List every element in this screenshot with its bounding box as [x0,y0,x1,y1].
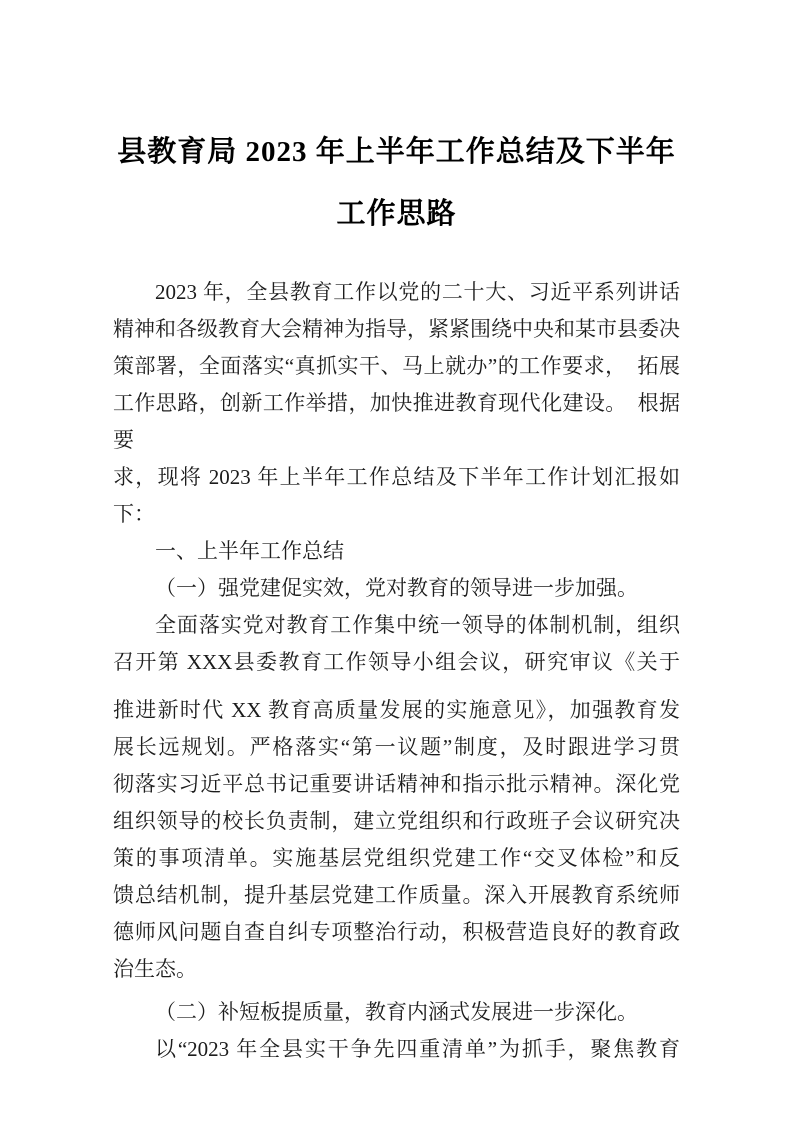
body-line: 全面落实党对教育工作集中统一领导的体制机制，组织 [155,613,680,637]
body-line: 2023 年，全县教育工作以党的二十大、习近平系列讲话 [155,280,680,304]
body-line: 展长远规划。严格落实“第一议题”制度，及时跟进学习贯 [113,735,680,759]
body-line: 治生态。 [113,957,197,981]
body-line: 以“2023 年全县实干争先四重清单”为抓手，聚焦教育 [155,1037,680,1061]
body-line: 工作思路，创新工作举措，加快推进教育现代化建设。 根据要 [113,391,680,452]
body-line: 彻落实习近平总书记重要讲话精神和指示批示精神。深化党 [113,772,680,796]
body-line: 策部署，全面落实“真抓实干、马上就办”的工作要求， 拓展 [113,354,680,378]
body-line: 馈总结机制，提升基层党建工作质量。深入开展教育系统师 [113,883,680,907]
body-line: 组织领导的校长负责制，建立党组织和行政班子会议研究决 [113,809,680,833]
body-line: 策的事项清单。实施基层党组织党建工作“交叉体检”和反 [113,846,680,870]
document-body [113,274,680,1068]
body-line: 德师风问题自查自纠专项整治行动，积极营造良好的教育政 [113,920,680,944]
body-line: 下： [113,502,155,526]
section-heading: 一、上半年工作总结 [155,539,344,563]
document-title [113,121,680,245]
body-line: 精神和各级教育大会精神为指导，紧紧围绕中央和某市县委决 [113,317,680,341]
document-title-line: 县教育局 2023 年上半年工作总结及下半年 [117,136,676,168]
document-title-line: 工作思路 [336,198,457,230]
body-line: 召开第 XXX县委教育工作领导小组会议，研究审议《关于 [113,650,680,674]
subsection-heading: （一）强党建促实效，党对教育的领导进一步加强。 [155,576,638,600]
subsection-heading: （二）补短板提质量，教育内涵式发展进一步深化。 [155,1000,638,1024]
body-line: 求，现将 2023 年上半年工作总结及下半年工作计划汇报如 [113,465,680,489]
body-line: 推进新时代 XX 教育高质量发展的实施意见》，加强教育发 [113,698,680,722]
